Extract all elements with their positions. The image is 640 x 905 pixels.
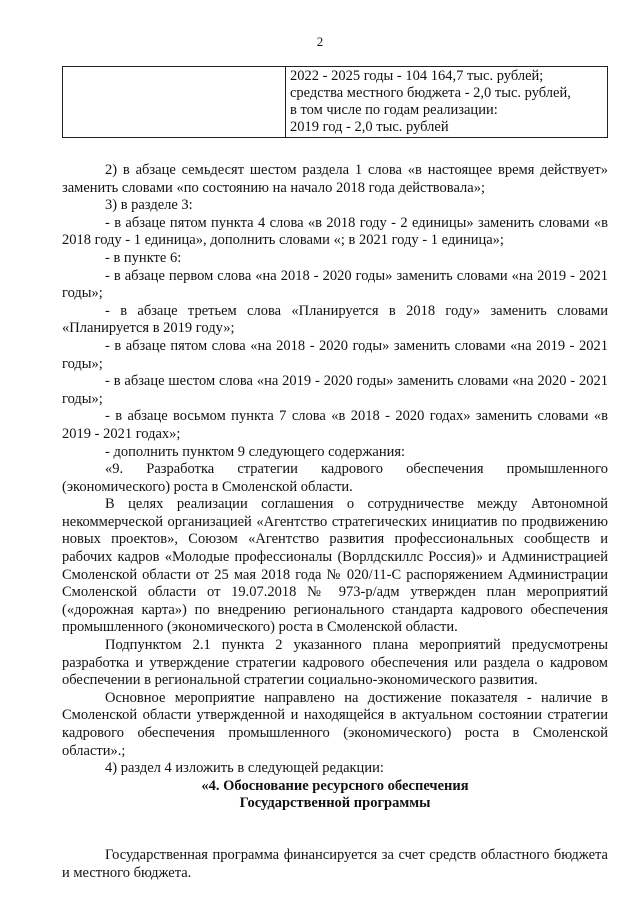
paragraph: 2) в абзаце семьдесят шестом раздела 1 слова «в настоящее время действует» заменить словами «по состоянию на начало 2018 года действовала»; bbox=[62, 162, 608, 196]
funding-line: 2019 год - 2,0 тыс. рублей bbox=[290, 119, 449, 135]
paragraph: Государственная программа финансируется за счет средств областного бюджета и местного бюджета. bbox=[62, 846, 608, 881]
section-heading bbox=[62, 778, 608, 813]
funding-line: в том числе по годам реализации: bbox=[290, 102, 498, 118]
paragraph: - в абзаце первом слова «на 2018 - 2020 годы» заменить словами «на 2019 - 2021 годы»; bbox=[62, 267, 608, 302]
paragraph: «9. Разработка стратегии кадрового обеспечения промышленного (экономического) роста в Смоленской области. bbox=[62, 461, 608, 495]
page-number: 2 bbox=[316, 34, 324, 49]
section-heading-line: «4. Обоснование ресурсного обеспечения bbox=[201, 777, 469, 794]
paragraph: - дополнить пунктом 9 следующего содержания: bbox=[105, 443, 406, 460]
section-heading-line: Государственной программы bbox=[239, 795, 431, 812]
table-row bbox=[63, 67, 608, 138]
paragraph: - в абзаце пятом пункта 4 слова «в 2018 году - 2 единицы» заменить словами «в 2018 году - 1 единица», дополнить словами «; в 2021 году - 1 единица»; bbox=[62, 214, 608, 249]
document-body bbox=[62, 162, 608, 882]
paragraph: 4) раздел 4 изложить в следующей редакции: bbox=[105, 760, 384, 777]
paragraph: - в пункте 6: bbox=[105, 249, 182, 266]
paragraph: Подпунктом 2.1 пункта 2 указанного плана мероприятий предусмотрены разработка и утверждение стратегии кадрового обеспечения или раздела о кадровом обеспечении в региональной стратегии социально-экономического развития. bbox=[62, 637, 608, 689]
funding-table bbox=[62, 66, 608, 138]
paragraph: - в абзаце шестом слова «на 2019 - 2020 годы» заменить словами «на 2020 - 2021 годы»; bbox=[62, 373, 608, 407]
funding-line: 2022 - 2025 годы - 104 164,7 тыс. рублей; bbox=[290, 68, 544, 84]
table-left-cell bbox=[63, 67, 286, 138]
paragraph: 3) в разделе 3: bbox=[105, 197, 193, 214]
paragraph: - в абзаце третьем слова «Планируется в 2018 году» заменить словами «Планируется в 2019 году»; bbox=[62, 302, 608, 337]
paragraph: Основное мероприятие направлено на достижение показателя - наличие в Смоленской области утвержденной и находящейся в актуальном состоянии стратегии кадрового обеспечения промышленного (экономического) роста в Смоленской области».; bbox=[62, 689, 608, 759]
paragraph: - в абзаце пятом слова «на 2018 - 2020 годы» заменить словами «на 2019 - 2021 годы»; bbox=[62, 337, 608, 372]
paragraph: - в абзаце восьмом пункта 7 слова «в 2018 - 2020 годах» заменить словами «в 2019 - 2021 годах»; bbox=[62, 408, 608, 442]
paragraph: В целях реализации соглашения о сотрудничестве между Автономной некоммерческой организацией «Агентство стратегических инициатив по продвижению новых проектов», Союзом «Агентство развития профессиональных сообществ и рабочих кадров «Молодые профессионалы (Ворлдскиллс Россия)» и Администрацией Смоленской области от 25 мая 2018 года № 020/11-С распоряжением Администрации Смоленской области от 19.07.2018 № 973-р/адм утвержден план мероприятий («дорожная карта») по внедрению регионального стандарта кадрового обеспечения промышленного (экономического) роста в Смоленской области. bbox=[62, 496, 608, 636]
table-right-cell bbox=[286, 67, 608, 138]
funding-line: средства местного бюджета - 2,0 тыс. рублей, bbox=[290, 85, 571, 101]
